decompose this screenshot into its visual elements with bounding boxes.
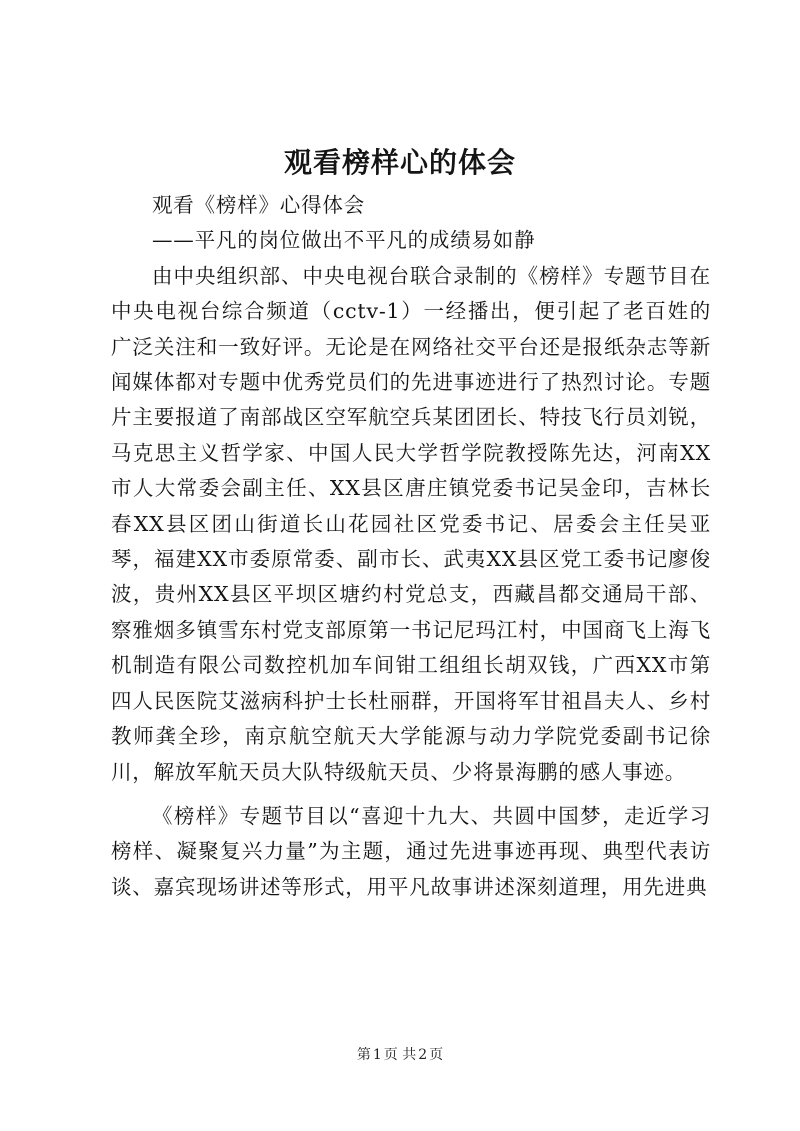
subtitle-line: 观看《榜样》心得体会 — [152, 193, 365, 217]
page-footer — [0, 1045, 800, 1065]
page-label-prefix: 第 — [356, 1047, 371, 1063]
body-paragraph: 由中央组织部、中央电视台联合录制的《榜样》专题节目在中央电视台综合频道（cctv-1）一经播出，便引起了老百姓的广泛关注和一致好评。无论是在网络社交平台还是报纸杂志等新闻媒体都对专题中优秀党员们的先进事迹进行了热烈讨论。专题片主要报道了南部战区空军航空兵某团团长、特技飞行员刘锐，马克思主义哲学家、中国人民大学哲学院教授陈先达，河南XX市人大常委会副主任、XX县区唐庄镇党委书记吴金印，吉林长春XX县区团山街道长山花园社区党委书记、居委会主任吴亚琴，福建XX市委原常委、副市长、武夷XX县区党工委书记廖俊波，贵州XX县区平坝区塘约村党总支，西藏昌都交通局干部、察雅烟多镇雪东村党支部原第一书记尼玛江村，中国商飞上海飞机制造有限公司数控机加车间钳工组组长胡双钱，广西XX市第四人民医院艾滋病科护士长杜丽群，开国将军甘祖昌夫人、乡村教师龚全珍，南京航空航天大学能源与动力学院党委副书记徐川，解放军航天员大队特级航天员、少将景海鹏的感人事迹。 — [111, 263, 711, 784]
page-label-mid: 页 共 — [383, 1047, 417, 1063]
body-paragraph: 《榜样》专题节目以“喜迎十九大、共圆中国梦，走近学习榜样、凝聚复兴力量”为主题，通过先进事迹再现、典型代表访谈、嘉宾现场讲述等形式，用平凡故事讲述深刻道理，用先进典 — [111, 803, 711, 899]
page-label-suffix: 页 — [429, 1047, 444, 1063]
total-pages-number: 2 — [418, 1047, 428, 1063]
byline: ——平凡的岗位做出不平凡的成绩易如静 — [152, 228, 536, 253]
document-title: 观看榜样心的体会 — [283, 146, 516, 179]
document-body — [111, 188, 711, 905]
current-page-number: 1 — [372, 1047, 382, 1063]
